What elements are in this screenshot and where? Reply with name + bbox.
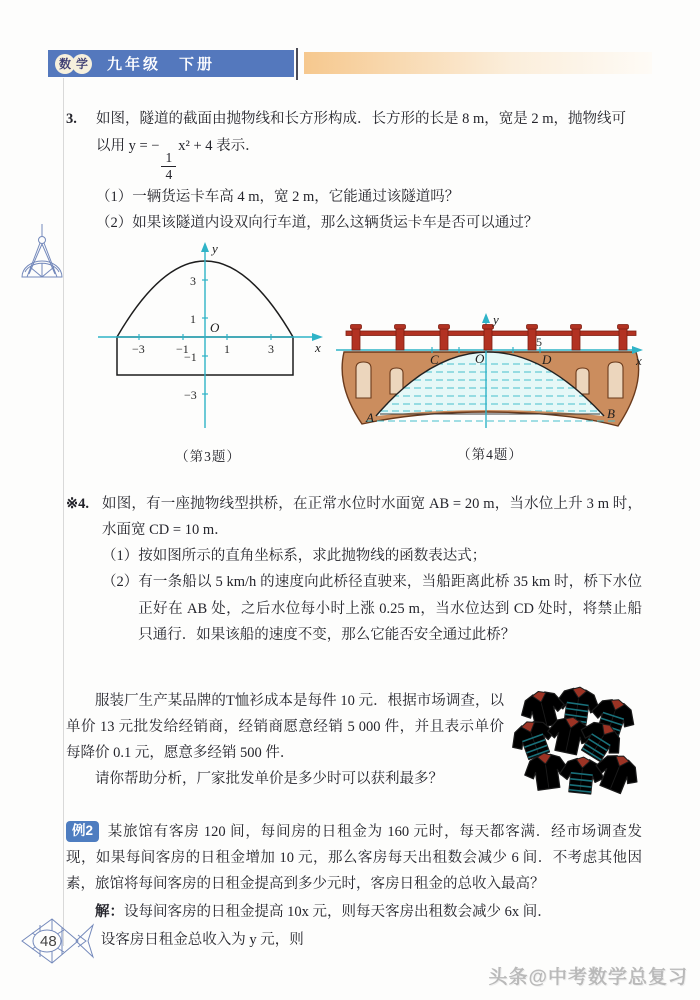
figure-3-caption: （第3题）	[175, 448, 241, 464]
logo-char-1: 数	[55, 54, 75, 74]
figures-row	[66, 240, 642, 469]
watermark-text: 头条@中考数学总复习	[488, 967, 688, 988]
formula-suffix: x² + 4	[178, 138, 213, 155]
problem-4-body	[102, 491, 642, 648]
fig4-tick-5: 5	[536, 334, 542, 349]
fig3-ytick: 3	[190, 273, 196, 288]
item-2-text: 有一条船以 5 km/h 的速度向此桥径直驶来，当船距离此桥 35 km 时，桥下水位正好在 AB 处，之后水位每小时上涨 0.25 m，当水位达到 CD 处时，将禁止船只通行．如果该船的速度不变，那么它能否安全通过此桥？	[138, 574, 642, 643]
problem-3-formula	[96, 133, 642, 182]
fraction-denominator: 4	[165, 167, 173, 183]
fig3-ytick: 1	[190, 311, 196, 326]
fig4-y-axis-label: y	[493, 311, 499, 327]
solution-label: 解：	[95, 904, 124, 921]
solution-text-1: 设每间客房的日租金提高 10x 元，则每天客房出租数会减少 6x 间．	[124, 904, 552, 921]
arch-bridge-illustration	[336, 312, 644, 430]
parabola-tunnel-graph	[92, 240, 324, 434]
example-2-body: 某旅馆有客房 120 间，每间房的日租金为 160 元时，每天都客满．经市场调查发现，如果每间客房的日租金增加 10 元，那么客房每天出租数会减少 6 间．不考虑其他因素，旅馆将每间客房的日租金提高到多少元时，客房日租金的总收入最高？	[66, 823, 642, 892]
left-margin-rule	[63, 78, 64, 946]
page-content	[66, 106, 642, 953]
subject-logo	[55, 54, 92, 74]
fig4-point-A: A	[366, 409, 374, 425]
page-number-fish-icon	[18, 912, 98, 970]
tshirt-pile-illustration	[510, 682, 642, 807]
fig4-point-B: B	[607, 405, 615, 421]
figure-4-wrapper	[336, 312, 644, 469]
problem-4	[66, 491, 642, 648]
fig3-xtick: 1	[224, 341, 230, 356]
tshirt-pile-image	[510, 682, 642, 798]
fig4-x-axis-label: x	[636, 352, 642, 368]
figure-4-caption: （第4题）	[457, 446, 523, 462]
tshirt-para-1: 服装厂生产某品牌的T恤衫成本是每件 10 元．根据市场调查，以单价 13 元批发给经销商，经销商愿意经销 5 000 件，并且表示单价每降价 0.1 元，愿意多经销 500 件．	[66, 692, 504, 761]
logo-char-2: 学	[72, 54, 92, 74]
fig4-origin-label: O	[475, 350, 485, 366]
page-number: 48	[40, 933, 57, 950]
header-orange-band	[304, 52, 652, 74]
tshirt-problem-text	[66, 688, 504, 807]
solution-line-2: 设客房日租金总收入为 y 元，则	[100, 932, 304, 949]
fig4-point-D: D	[542, 351, 552, 367]
fig4-point-C: C	[430, 351, 439, 367]
problem-4-item-2	[102, 569, 642, 647]
problem-3-item-2: （2）如果该隧道内设双向行车道，那么这辆货运卡车是否可以通过？	[96, 214, 539, 231]
fig3-x-axis-label: x	[315, 339, 321, 355]
figure-3-wrapper	[92, 240, 324, 469]
fig3-origin-label: O	[210, 319, 220, 335]
problem-4-intro: 如图，有一座抛物线型拱桥，在正常水位时水面宽 AB = 20 m，当水位上升 3 m 时，水面宽 CD = 10 m．	[102, 496, 642, 539]
fig3-xtick: −1	[176, 341, 189, 356]
fig3-xtick: −3	[132, 341, 145, 356]
formula-tail: 表示．	[216, 138, 260, 155]
problem-4-number: ※4.	[66, 496, 90, 513]
problem-3-intro: 如图，隧道的截面由抛物线和长方形构成．长方形的长是 8 m，宽是 2 m，抛物线可	[96, 111, 627, 127]
tshirt-problem	[66, 688, 642, 807]
header-divider	[296, 48, 298, 80]
problem-3-body	[96, 106, 642, 236]
example-2	[66, 819, 642, 953]
problem-3	[66, 106, 642, 236]
tshirt-para-2: 请你帮助分析，厂家批发单价是多少时可以获利最多？	[95, 771, 443, 787]
fig3-ytick: −1	[184, 349, 197, 364]
compass-protractor-icon	[15, 224, 69, 298]
grade-volume-label: 九年级 下册	[107, 56, 216, 73]
formula-fraction	[161, 151, 176, 182]
fig3-ytick: −3	[184, 387, 197, 402]
problem-4-item-1: （1）按如图所示的直角坐标系，求此抛物线的函数表达式；	[102, 548, 487, 565]
problem-3-item-1: （1）一辆货运卡车高 4 m，宽 2 m，它能通过该隧道吗？	[96, 188, 460, 205]
problem-3-number: 3.	[66, 111, 77, 127]
header-brand-bar	[48, 50, 294, 77]
example-2-badge: 例2	[66, 821, 99, 842]
solution-line-1	[66, 899, 642, 925]
fig3-y-axis-label: y	[212, 240, 218, 256]
fig3-xtick: 3	[268, 341, 274, 356]
example-2-statement	[66, 819, 642, 897]
item-2-marker: （2）	[102, 574, 139, 591]
formula-prefix: 以用 y = −	[96, 138, 160, 155]
fraction-numerator: 1	[161, 151, 176, 167]
